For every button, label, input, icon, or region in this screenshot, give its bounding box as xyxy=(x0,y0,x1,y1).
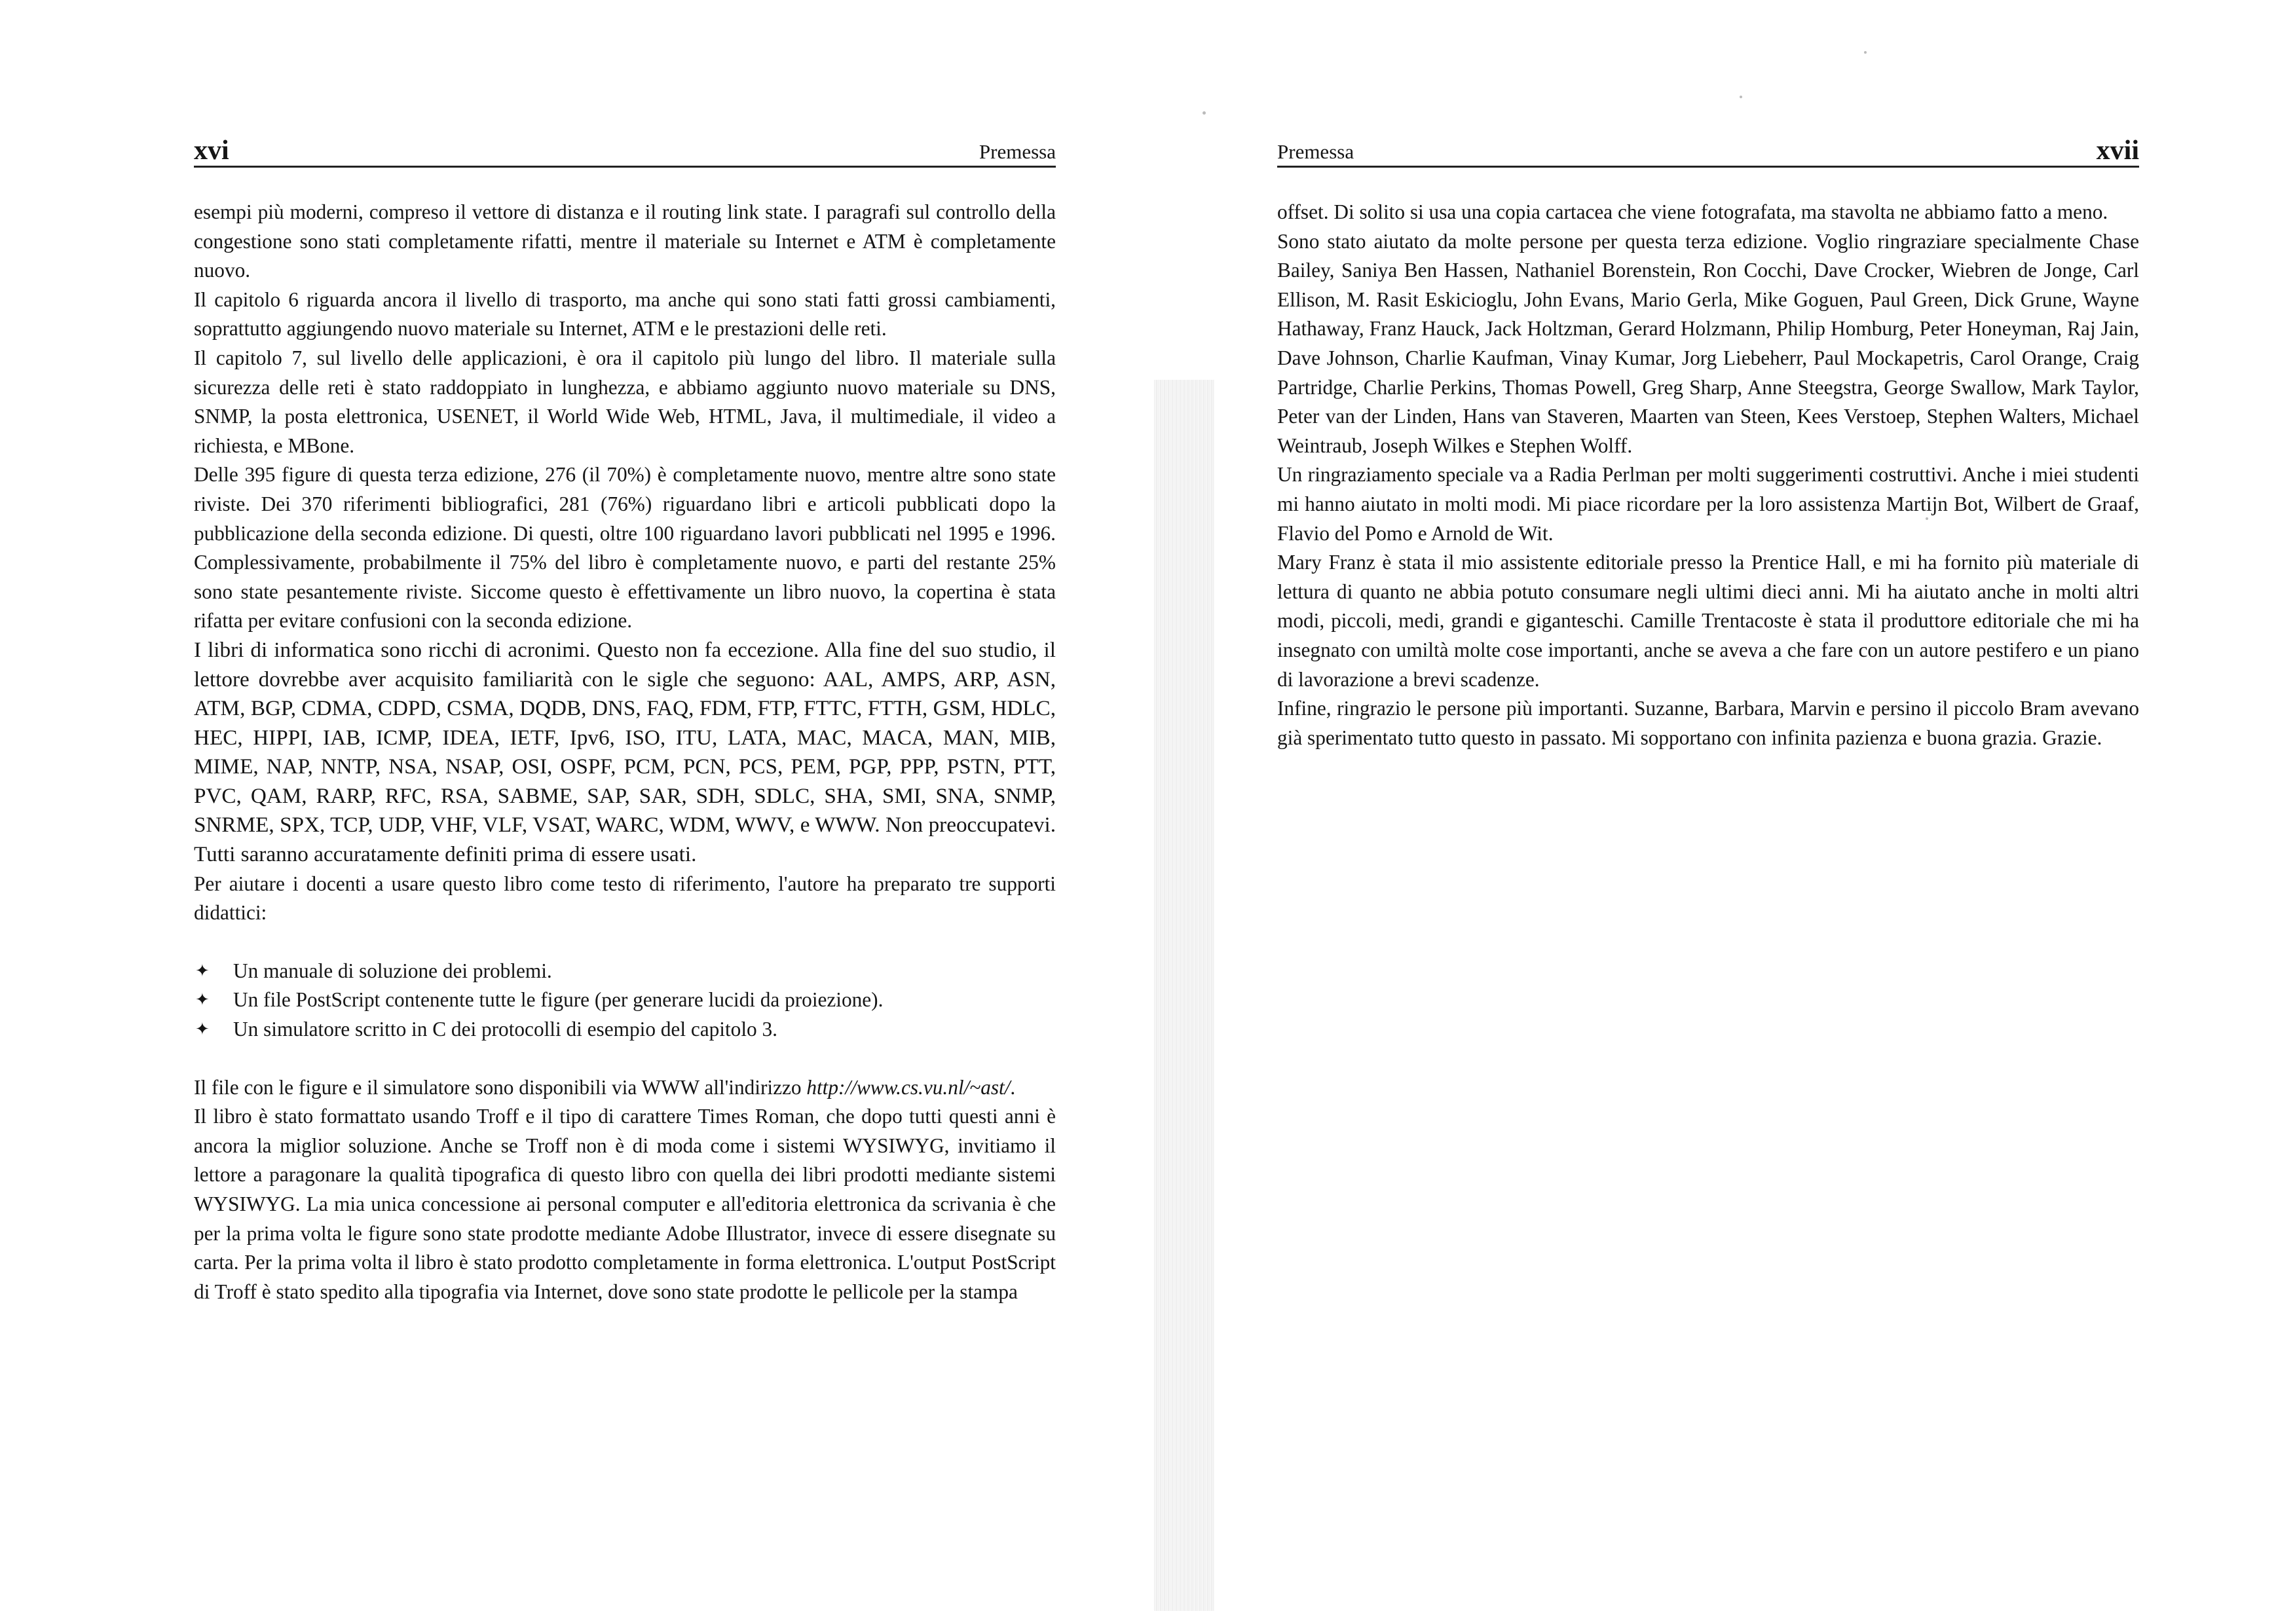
bullet-icon: ✦ xyxy=(195,990,210,1010)
bullet-icon: ✦ xyxy=(195,1020,210,1039)
list-item xyxy=(194,957,1056,986)
website-url: http://www.cs.vu.nl/~ast/ xyxy=(806,1075,1011,1099)
list-item xyxy=(194,986,1056,1015)
paragraph: Mary Franz è stata il mio assistente editoriale presso la Prentice Hall, e mi ha fornito più materiale di lettura di quanto ne abbia potuto consumare negli ultimi dieci anni. Mi ha aiutato anche in molti altri modi, piccoli, medi, grandi e giganteschi. Camille Trentacoste è stata il produttore editoriale che mi ha insegnato con umiltà molte cose importanti, anche se aveva a che fare con un autore pestifero e un piano di lavorazione a brevi scadenze. xyxy=(1277,551,2139,691)
paragraph: Delle 395 figure di questa terza edizione, 276 (il 70%) è completamente nuovo, mentre altre sono state riviste. Dei 370 riferimenti bibliografici, 281 (76%) riguardano libri e articoli pubblicati dopo la pubblicazione della seconda edizione. Di questi, oltre 100 riguardano lavori pubblicati nel 1995 e 1996. Complessivamente, probabilmente il 75% del libro è completamente nuovo, e parti del restante 25% sono state pesantemente riviste. Siccome questo è effettivamente un libro nuovo, la copertina è stata rifatta per evitare confusioni con la seconda edizione. xyxy=(194,463,1056,633)
right-page-body xyxy=(1277,198,2139,752)
acknowledgements-paragraph: Sono stato aiutato da molte persone per questa terza edizione. Voglio ringraziare specialmente Chase Bailey, Saniya Ben Hassen, Nathaniel Borenstein, Ron Cocchi, Dave Crocker, Wiebren de Jonge, Carl Ellison, M. Rasit Eskicioglu, John Evans, Mario Gerla, Mike Goguen, Paul Green, Dick Grune, Wayne Hathaway, Franz Hauck, Jack Holtzman, Gerard Holzmann, Philip Homburg, Peter Honeyman, Raj Jain, Dave Johnson, Charlie Kaufman, Vinay Kumar, Jorg Liebeherr, Paul Mockapetris, Carol Orange, Craig Partridge, Charlie Perkins, Thomas Powell, Greg Sharp, Anne Steegstra, George Swallow, Mark Taylor, Peter van der Linden, Hans van Staveren, Maarten van Steen, Kees Verstoep, Stephen Walters, Michael Weintraub, Joseph Wilkes e Stephen Wolff. xyxy=(1277,229,2139,457)
list-item-text: Un manuale di soluzione dei problemi. xyxy=(233,959,552,982)
page-number: xvii xyxy=(2096,136,2139,166)
list-item xyxy=(194,1015,1056,1044)
url-paragraph-end: . xyxy=(1010,1075,1016,1099)
paragraph: Infine, ringrazio le persone più importanti. Suzanne, Barbara, Marvin e persino il piccolo Bram avevano già sperimentato tutto questo in passato. Mi sopportano con infinita pazienza e buona grazia. Grazie. xyxy=(1277,697,2139,749)
url-paragraph-text: Il file con le figure e il simulatore sono disponibili via WWW all'indirizzo xyxy=(194,1075,807,1099)
paragraph: Per aiutare i docenti a usare questo libro come testo di riferimento, l'autore ha preparato tre supporti didattici: xyxy=(194,872,1056,925)
paragraph: esempi più moderni, compreso il vettore di distanza e il routing link state. I paragrafi sul controllo della congestione sono stati completamente rifatti, mentre il materiale su Internet e ATM è completamente nuovo. xyxy=(194,200,1056,282)
running-head: Premessa xyxy=(1277,140,1354,163)
acronyms-paragraph: I libri di informatica sono ricchi di acronimi. Questo non fa eccezione. Alla fine del suo studio, il lettore dovrebbe aver acquisito familiarità con le sigle che seguono: AAL, AMPS, ARP, ASN, ATM, BGP, CDMA, CDPD, CSMA, DQDB, DNS, FAQ, FDM, FTP, FTTC, FTTH, GSM, HDLC, HEC, HIPPI, IAB, ICMP, IDEA, IETF, Ipv6, ISO, ITU, LATA, MAC, MACA, MAN, MIB, MIME, NAP, NNTP, NSA, NSAP, OSI, OSPF, PCM, PCN, PCS, PEM, PGP, PPP, PSTN, PTT, PVC, QAM, RARP, RFC, RSA, SABME, SAP, SAR, SDH, SDLC, SHA, SMI, SNA, SNMP, SNRME, SPX, TCP, UDP, VHF, VLF, VSAT, WARC, WDM, WWV, e WWW. Non preoccupatevi. Tutti saranno accuratamente definiti prima di essere usati. xyxy=(194,637,1056,867)
paragraph: Il capitolo 7, sul livello delle applicazioni, è ora il capitolo più lungo del libro. Il materiale sulla sicurezza delle reti è stato raddoppiato in lunghezza, e abbiamo aggiunto nuovo materiale su DNS, SNMP, la posta elettronica, USENET, il World Wide Web, HTML, Java, il multimediale, il video a richiesta, e MBone. xyxy=(194,346,1056,457)
left-page-header xyxy=(194,128,1056,168)
paragraph: Un ringraziamento speciale va a Radia Perlman per molti suggerimenti costruttivi. Anche i miei studenti mi hanno aiutato in molti modi. Mi piace ricordare per la loro assistenza Martijn Bot, Wilbert de Graaf, Flavio del Pomo e Arnold de Wit. xyxy=(1277,463,2139,545)
url-paragraph xyxy=(194,1073,1056,1103)
paragraph: Il capitolo 6 riguarda ancora il livello di trasporto, ma anche qui sono stati fatti grossi cambiamenti, soprattutto aggiungendo nuovo materiale su Internet, ATM e le prestazioni delle reti. xyxy=(194,287,1056,341)
right-page xyxy=(1153,0,2295,1624)
running-head: Premessa xyxy=(979,140,1056,163)
list-item-text: Un simulatore scritto in C dei protocolli di esempio del capitolo 3. xyxy=(233,1018,777,1041)
bullet-icon: ✦ xyxy=(195,961,210,980)
paragraph: offset. Di solito si usa una copia cartacea che viene fotografata, ma stavolta ne abbiamo fatto a meno. xyxy=(1277,200,2108,223)
list-item-text: Un file PostScript contenente tutte le figure (per generare lucidi da proiezione). xyxy=(233,988,884,1012)
supports-list xyxy=(194,957,1056,1044)
page-number: xvi xyxy=(194,136,229,166)
left-page-body xyxy=(194,198,1056,1306)
right-page-header xyxy=(1277,128,2139,168)
paragraph: Il libro è stato formattato usando Troff e il tipo di carattere Times Roman, che dopo tutti questi anni è ancora la miglior soluzione. Anche se Troff non è di moda come i sistemi WYSIWYG, invitiamo il lettore a paragonare la qualità tipografica di questo libro con quella dei libri prodotti mediante sistemi WYSIWYG. La mia unica concessione ai personal computer e all'editoria elettronica da scrivania è che per la prima volta le figure sono state prodotte mediante Adobe Illustrator, invece di essere disegnate su carta. Per la prima volta il libro è stato prodotto completamente in forma elettronica. L'output PostScript di Troff è stato spedito alla tipografia via Internet, dove sono state prodotte le pellicole per la stampa xyxy=(194,1105,1056,1303)
